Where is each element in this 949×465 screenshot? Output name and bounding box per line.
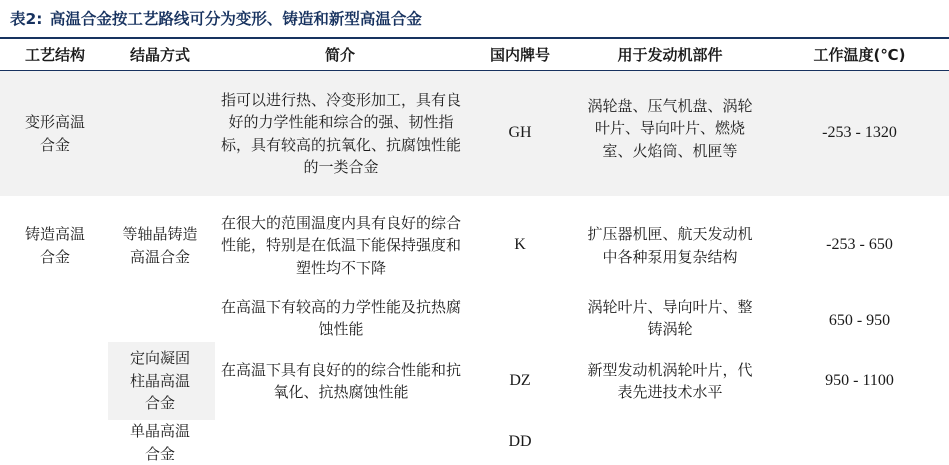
cell-crystal-equiaxed: 等轴晶铸造高温合金 [122, 225, 198, 266]
cell-intro-equiaxed-high: 在高温下有较高的力学性能及抗热腐蚀性能 [220, 297, 461, 338]
table-number: 表2: [10, 10, 43, 28]
table-caption [10, 6, 422, 32]
cell-temp-equiaxed: -253 - 650 [826, 236, 893, 254]
cell-parts-wrought: 涡轮盘、压气机盘、涡轮叶片、导向叶片、燃烧室、火焰筒、机匣等 [587, 96, 753, 160]
cell-process-wrought: 变形高温合金 [24, 113, 85, 154]
cell-intro-directional: 在高温下具有良好的的综合性能和抗氧化、抗热腐蚀性能 [220, 360, 461, 401]
cell-temp-equiaxed-high: 650 - 950 [828, 311, 891, 329]
cell-grade-directional: DZ [509, 371, 531, 389]
cell-intro-wrought: 指可以进行热、冷变形加工，具有良好的力学性能和综合的强、韧性指标，具有较高的抗氧化、抗腐蚀性能的一类合金 [220, 90, 461, 176]
header-grade: 国内牌号 [489, 46, 550, 64]
cell-parts-directional: 新型发动机涡轮叶片，代表先进技术水平 [587, 360, 753, 401]
header-temp: 工作温度(℃) [813, 46, 906, 64]
cell-process-cast: 铸造高温合金 [24, 225, 85, 266]
table-title: 高温合金按工艺路线可分为变形、铸造和新型高温合金 [49, 10, 422, 28]
cell-temp-directional: 950 - 1100 [825, 371, 894, 389]
header-crystal: 结晶方式 [129, 46, 190, 64]
cell-parts-equiaxed: 扩压器机匣、航天发动机中各种泵用复杂结构 [587, 225, 753, 266]
cell-grade-wrought: GH [508, 124, 532, 142]
cell-grade-single: DD [508, 433, 532, 451]
header-intro: 简介 [324, 46, 355, 64]
cell-temp-wrought: -253 - 1320 [822, 124, 897, 142]
cell-crystal-directional: 定向凝固柱晶高温合金 [129, 349, 190, 413]
header-parts: 用于发动机部件 [617, 46, 723, 64]
cell-crystal-single: 单晶高温合金 [129, 422, 190, 463]
header-process: 工艺结构 [24, 46, 85, 64]
cell-intro-equiaxed: 在很大的范围温度内具有良好的综合性能，特别是在低温下能保持强度和塑性均不下降 [220, 213, 461, 277]
cell-parts-equiaxed-high: 涡轮叶片、导向叶片、整铸涡轮 [587, 297, 753, 338]
cell-grade-equiaxed: K [514, 236, 526, 254]
